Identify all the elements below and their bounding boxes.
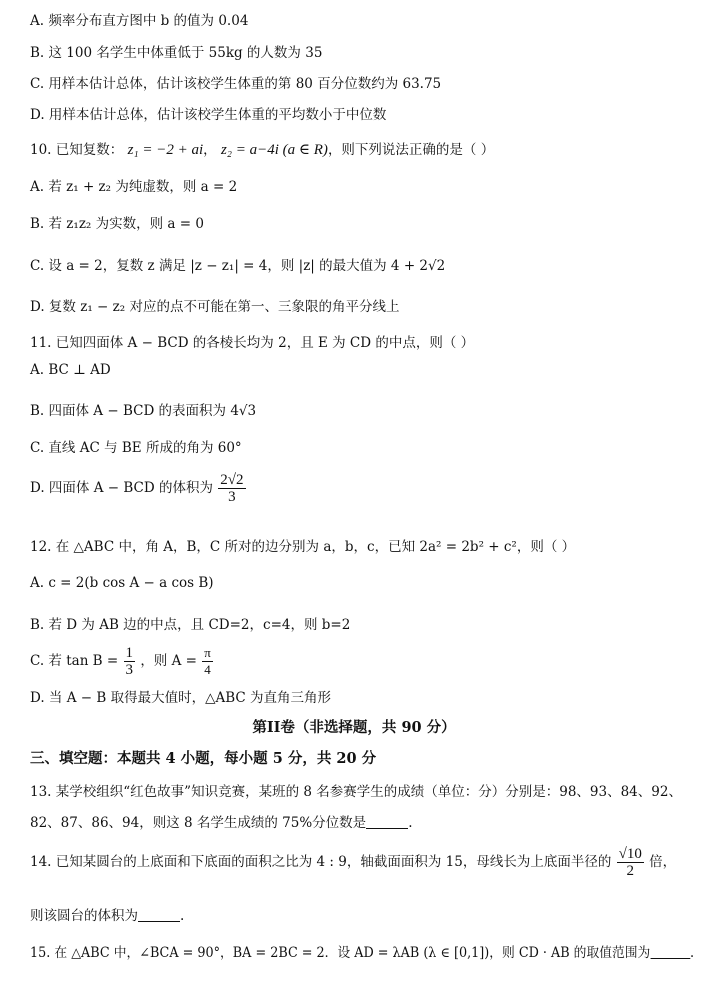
q9-option-a: A. 频率分布直方图中 b 的值为 0.04 [30,13,249,29]
q10-stem-post: ，则下列说法正确的是（ ） [327,142,495,158]
q10-option-d: D. 复数 z₁ − z₂ 对应的点不可能在第一、三象限的角平分线上 [30,299,400,315]
q14-line-2 [30,904,690,924]
q14-line-1-post: 倍， [649,854,677,870]
q12-c-denominator-1: 3 [125,662,134,678]
q12-c-mid: ，则 A = [140,653,197,669]
q11-stem: 11. 已知四面体 A − BCD 的各棱长均为 2，且 E 为 CD 的中点，则（ ） [30,335,475,351]
q13-end: . [408,815,413,831]
q11-option-d [30,472,690,505]
q15-end: . [690,945,695,961]
q12-c-denominator-2: 4 [204,662,211,677]
q14-end: . [180,908,185,924]
q10-option-b: B. 若 z₁z₂ 为实数，则 a = 0 [30,216,204,232]
q12-option-c [30,645,690,678]
q14-numerator: √10 [618,846,642,862]
q13-line-2-text: 82、87、86、94，则这 8 名学生成绩的 75%分位数是 [30,815,367,831]
q12-c-fraction-2 [202,645,213,678]
q15-line [30,941,695,961]
q15-answer-blank[interactable] [650,946,690,959]
q10-option-a: A. 若 z₁ + z₂ 为纯虚数，则 a = 2 [30,179,238,195]
q14-line-2-text: 则该圆台的体积为 [30,908,138,924]
q11-d-fraction [218,472,245,505]
q13-answer-blank[interactable] [366,816,408,829]
q9-option-c: C. 用样本估计总体，估计该校学生体重的第 80 百分位数约为 63.75 [30,76,442,92]
q12-option-b: B. 若 D 为 AB 边的中点，且 CD=2，c=4，则 b=2 [30,617,351,633]
q10-stem: 10. 已知复数： z₁ = −2 + ai， z₂ = a−4i (a ∈ R)，则下列说法正确的是（ ） [30,142,495,158]
q12-c-fraction-1 [124,645,136,678]
q14-line-1-pre: 14. 已知某圆台的上底面和下底面的面积之比为 4 : 9，轴截面面积为 15，母线长为上底面半径的 [30,854,612,870]
section3-title: 三、填空题：本题共 4 小题，每小题 5 分，共 20 分 [30,750,377,767]
q11-d-numerator: 2√2 [220,472,244,488]
q13-line-1: 13. 某学校组织“红色故事”知识竞赛，某班的 8 名参赛学生的成绩（单位：分）分别是：98、93、84、92、 [30,784,682,800]
q9-option-b: B. 这 100 名学生中体重低于 55kg 的人数为 35 [30,45,323,61]
q15-text: 15. 在 △ABC 中，∠BCA = 90°，BA = 2BC = 2．设 AD = λAB (λ ∈ [0,1])，则 CD · AB 的取值范围为 [30,945,651,961]
q11-d-denominator: 3 [228,489,236,505]
q12-c-pre: C. 若 tan B = [30,653,119,669]
q10-z1: z₁ = −2 + ai [127,142,204,158]
q11-option-b: B. 四面体 A − BCD 的表面积为 4√3 [30,403,257,419]
q14-fraction [617,846,644,879]
q11-option-c: C. 直线 AC 与 BE 所成的角为 60° [30,440,242,456]
q12-option-a: A. c = 2(b cos A − a cos B) [30,575,214,591]
q10-option-c: C. 设 a = 2，复数 z 满足 |z − z₁| = 4，则 |z| 的最大值为 4 + 2√2 [30,258,446,274]
q11-d-pre: D. 四面体 A − BCD 的体积为 [30,480,213,496]
part2-title: 第II卷（非选择题，共 90 分） [252,719,456,736]
q12-c-numerator-2: π [204,645,211,660]
q12-stem: 12. 在 △ABC 中，角 A，B，C 所对的边分别为 a，b，c，已知 2a² = 2b² + c²，则（ ） [30,539,576,555]
q10-z2: z₂ = a−4i (a ∈ R) [220,142,328,158]
q10-stem-pre: 10. 已知复数： [30,142,124,158]
q14-line-1 [30,846,690,879]
q12-option-d: D. 当 A − B 取得最大值时，△ABC 为直角三角形 [30,690,331,706]
q9-option-d: D. 用样本估计总体，估计该校学生体重的平均数小于中位数 [30,107,387,123]
q14-answer-blank[interactable] [138,909,180,922]
q14-denominator: 2 [626,863,634,879]
q12-c-numerator-1: 1 [125,645,134,661]
q11-option-a: A. BC ⊥ AD [30,362,111,378]
q13-line-2 [30,811,690,831]
